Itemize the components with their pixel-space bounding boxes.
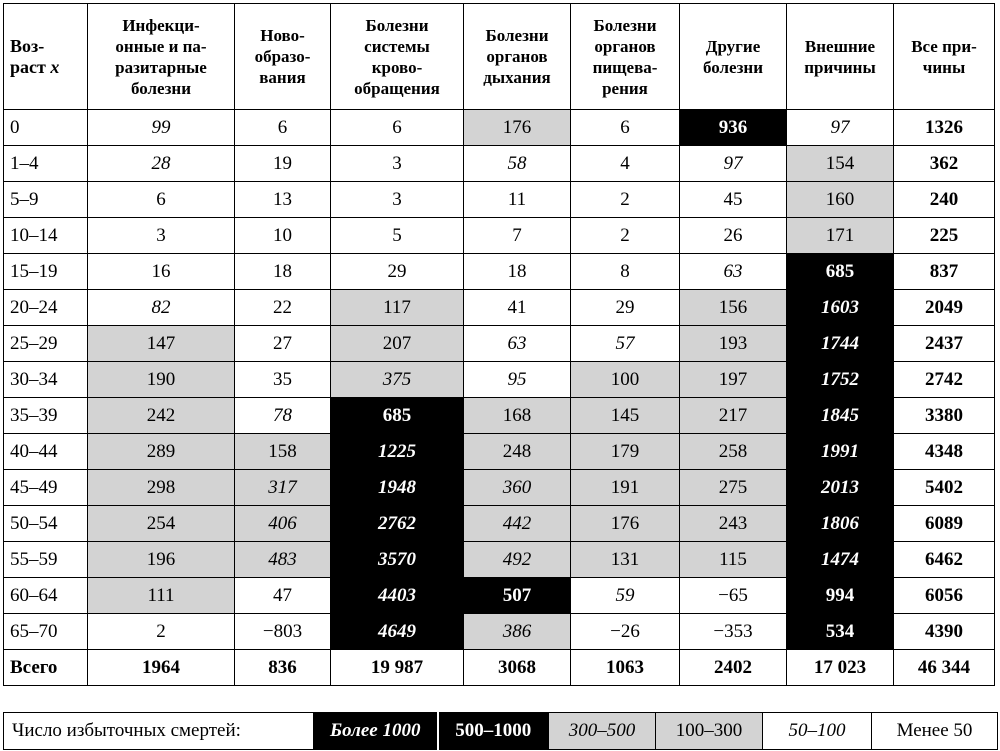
data-cell: 1225 (331, 434, 464, 470)
data-cell: 2 (88, 614, 235, 650)
data-cell: 2013 (787, 470, 894, 506)
data-cell: 160 (787, 182, 894, 218)
header-age-label: Воз- раст x (10, 35, 60, 77)
age-cell: 25–29 (4, 326, 88, 362)
table-row (4, 398, 995, 434)
data-cell: −26 (571, 614, 680, 650)
data-cell: 207 (331, 326, 464, 362)
data-cell: 158 (235, 434, 331, 470)
data-cell: 59 (571, 578, 680, 614)
data-cell: 2 (571, 218, 680, 254)
row-total-cell: 6056 (894, 578, 995, 614)
table-row (4, 506, 995, 542)
data-cell: 3 (331, 182, 464, 218)
data-cell: 3 (88, 218, 235, 254)
data-cell: 176 (464, 110, 571, 146)
row-total-cell: 4390 (894, 614, 995, 650)
data-cell: 6 (235, 110, 331, 146)
header-infectious-label: Инфекци- онные и па- разитарные болезни (115, 15, 207, 98)
header-row (4, 4, 995, 110)
data-cell: 19 (235, 146, 331, 182)
table-row (4, 110, 995, 146)
total-cell: 1063 (571, 650, 680, 686)
header-circulatory (331, 4, 464, 110)
legend-row (4, 713, 998, 750)
data-cell: 298 (88, 470, 235, 506)
data-cell: 18 (464, 254, 571, 290)
header-digestive (571, 4, 680, 110)
data-cell: 217 (680, 398, 787, 434)
header-respiratory (464, 4, 571, 110)
legend-item-300-500: 300–500 (549, 713, 656, 750)
header-circulatory-label: Болезни системы крово- обращения (354, 15, 440, 98)
legend-item-500-1000: 500–1000 (438, 713, 549, 750)
data-cell: 317 (235, 470, 331, 506)
data-cell: 95 (464, 362, 571, 398)
data-cell: 18 (235, 254, 331, 290)
data-cell: 685 (331, 398, 464, 434)
data-cell: 243 (680, 506, 787, 542)
data-cell: 57 (571, 326, 680, 362)
data-cell: 99 (88, 110, 235, 146)
data-cell: 97 (787, 110, 894, 146)
data-cell: 63 (680, 254, 787, 290)
data-cell: 196 (88, 542, 235, 578)
table-row (4, 254, 995, 290)
row-total-cell: 6089 (894, 506, 995, 542)
row-total-cell: 362 (894, 146, 995, 182)
data-cell: 442 (464, 506, 571, 542)
table-row (4, 326, 995, 362)
age-cell: 50–54 (4, 506, 88, 542)
row-total-cell: 5402 (894, 470, 995, 506)
total-row (4, 650, 995, 686)
data-cell: 179 (571, 434, 680, 470)
row-total-cell: 4348 (894, 434, 995, 470)
data-cell: 13 (235, 182, 331, 218)
total-label: Всего (4, 650, 88, 686)
data-cell: 10 (235, 218, 331, 254)
legend-item-50-100: 50–100 (763, 713, 872, 750)
table-row (4, 290, 995, 326)
header-digestive-label: Болезни органов пищева- рения (592, 15, 658, 98)
legend-item-100-300: 100–300 (656, 713, 763, 750)
data-cell: 41 (464, 290, 571, 326)
data-cell: 58 (464, 146, 571, 182)
data-cell: 254 (88, 506, 235, 542)
data-cell: 131 (571, 542, 680, 578)
age-cell: 20–24 (4, 290, 88, 326)
data-cell: 145 (571, 398, 680, 434)
header-external-label: Внешние причины (804, 36, 876, 77)
row-total-cell: 240 (894, 182, 995, 218)
data-cell: 4403 (331, 578, 464, 614)
data-cell: 111 (88, 578, 235, 614)
data-cell: 16 (88, 254, 235, 290)
data-cell: 2762 (331, 506, 464, 542)
total-cell: 3068 (464, 650, 571, 686)
data-cell: 492 (464, 542, 571, 578)
data-cell: 117 (331, 290, 464, 326)
data-cell: 78 (235, 398, 331, 434)
table-row (4, 470, 995, 506)
header-infectious (88, 4, 235, 110)
data-cell: 685 (787, 254, 894, 290)
data-cell: −803 (235, 614, 331, 650)
data-cell: 1744 (787, 326, 894, 362)
legend (3, 712, 998, 750)
table-row (4, 542, 995, 578)
data-cell: 507 (464, 578, 571, 614)
row-total-cell: 2742 (894, 362, 995, 398)
legend-item-over-1000: Более 1000 (314, 713, 438, 750)
table-row (4, 614, 995, 650)
header-all-causes (894, 4, 995, 110)
age-cell: 65–70 (4, 614, 88, 650)
grand-total-cell: 46 344 (894, 650, 995, 686)
age-cell: 60–64 (4, 578, 88, 614)
age-cell: 45–49 (4, 470, 88, 506)
data-cell: 27 (235, 326, 331, 362)
excess-deaths-table (3, 3, 995, 686)
data-cell: 193 (680, 326, 787, 362)
data-cell: 3 (331, 146, 464, 182)
data-cell: 97 (680, 146, 787, 182)
data-cell: 936 (680, 110, 787, 146)
data-cell: 4 (571, 146, 680, 182)
data-cell: 406 (235, 506, 331, 542)
total-cell: 19 987 (331, 650, 464, 686)
table-row (4, 218, 995, 254)
data-cell: 28 (88, 146, 235, 182)
age-cell: 35–39 (4, 398, 88, 434)
data-cell: 275 (680, 470, 787, 506)
data-cell: 1991 (787, 434, 894, 470)
data-cell: 176 (571, 506, 680, 542)
data-cell: 197 (680, 362, 787, 398)
data-cell: 375 (331, 362, 464, 398)
data-cell: 154 (787, 146, 894, 182)
table-row (4, 182, 995, 218)
data-cell: 11 (464, 182, 571, 218)
data-cell: 258 (680, 434, 787, 470)
header-neoplasms (235, 4, 331, 110)
data-cell: 1603 (787, 290, 894, 326)
data-cell: 1474 (787, 542, 894, 578)
legend-item-under-50: Менее 50 (872, 713, 998, 750)
header-all-causes-label: Все при- чины (911, 36, 977, 77)
row-total-cell: 6462 (894, 542, 995, 578)
data-cell: 29 (571, 290, 680, 326)
data-cell: 534 (787, 614, 894, 650)
data-cell: 171 (787, 218, 894, 254)
row-total-cell: 225 (894, 218, 995, 254)
data-cell: 190 (88, 362, 235, 398)
data-cell: 26 (680, 218, 787, 254)
table-row (4, 578, 995, 614)
age-cell: 30–34 (4, 362, 88, 398)
data-cell: 6 (331, 110, 464, 146)
data-cell: 6 (88, 182, 235, 218)
total-cell: 17 023 (787, 650, 894, 686)
data-cell: 63 (464, 326, 571, 362)
data-cell: 29 (331, 254, 464, 290)
data-cell: 168 (464, 398, 571, 434)
data-cell: 6 (571, 110, 680, 146)
header-external (787, 4, 894, 110)
total-cell: 836 (235, 650, 331, 686)
data-cell: 483 (235, 542, 331, 578)
row-total-cell: 1326 (894, 110, 995, 146)
row-total-cell: 837 (894, 254, 995, 290)
data-cell: 191 (571, 470, 680, 506)
data-cell: 2 (571, 182, 680, 218)
total-cell: 1964 (88, 650, 235, 686)
header-respiratory-label: Болезни органов дыхания (483, 26, 551, 87)
data-cell: 45 (680, 182, 787, 218)
data-cell: 100 (571, 362, 680, 398)
age-cell: 5–9 (4, 182, 88, 218)
data-cell: 8 (571, 254, 680, 290)
data-cell: 360 (464, 470, 571, 506)
age-cell: 15–19 (4, 254, 88, 290)
table-row (4, 146, 995, 182)
data-cell: 994 (787, 578, 894, 614)
age-cell: 10–14 (4, 218, 88, 254)
data-cell: 5 (331, 218, 464, 254)
data-cell: 1752 (787, 362, 894, 398)
data-cell: 115 (680, 542, 787, 578)
legend-label: Число избыточных смертей: (4, 713, 314, 750)
header-other-label: Другие болезни (702, 36, 764, 77)
data-cell: 22 (235, 290, 331, 326)
data-cell: 1845 (787, 398, 894, 434)
age-cell: 55–59 (4, 542, 88, 578)
data-cell: 248 (464, 434, 571, 470)
data-cell: 156 (680, 290, 787, 326)
data-cell: −65 (680, 578, 787, 614)
data-cell: 47 (235, 578, 331, 614)
header-age (4, 4, 88, 110)
table-row (4, 434, 995, 470)
header-other (680, 4, 787, 110)
total-cell: 2402 (680, 650, 787, 686)
table-row (4, 362, 995, 398)
data-cell: −353 (680, 614, 787, 650)
age-cell: 0 (4, 110, 88, 146)
data-cell: 289 (88, 434, 235, 470)
data-cell: 242 (88, 398, 235, 434)
row-total-cell: 2049 (894, 290, 995, 326)
data-cell: 4649 (331, 614, 464, 650)
age-cell: 1–4 (4, 146, 88, 182)
data-cell: 82 (88, 290, 235, 326)
data-cell: 3570 (331, 542, 464, 578)
data-cell: 7 (464, 218, 571, 254)
data-cell: 386 (464, 614, 571, 650)
data-cell: 1806 (787, 506, 894, 542)
row-total-cell: 3380 (894, 398, 995, 434)
age-cell: 40–44 (4, 434, 88, 470)
data-cell: 147 (88, 326, 235, 362)
data-cell: 35 (235, 362, 331, 398)
row-total-cell: 2437 (894, 326, 995, 362)
header-neoplasms-label: Ново- образо- вания (254, 26, 311, 87)
data-cell: 1948 (331, 470, 464, 506)
